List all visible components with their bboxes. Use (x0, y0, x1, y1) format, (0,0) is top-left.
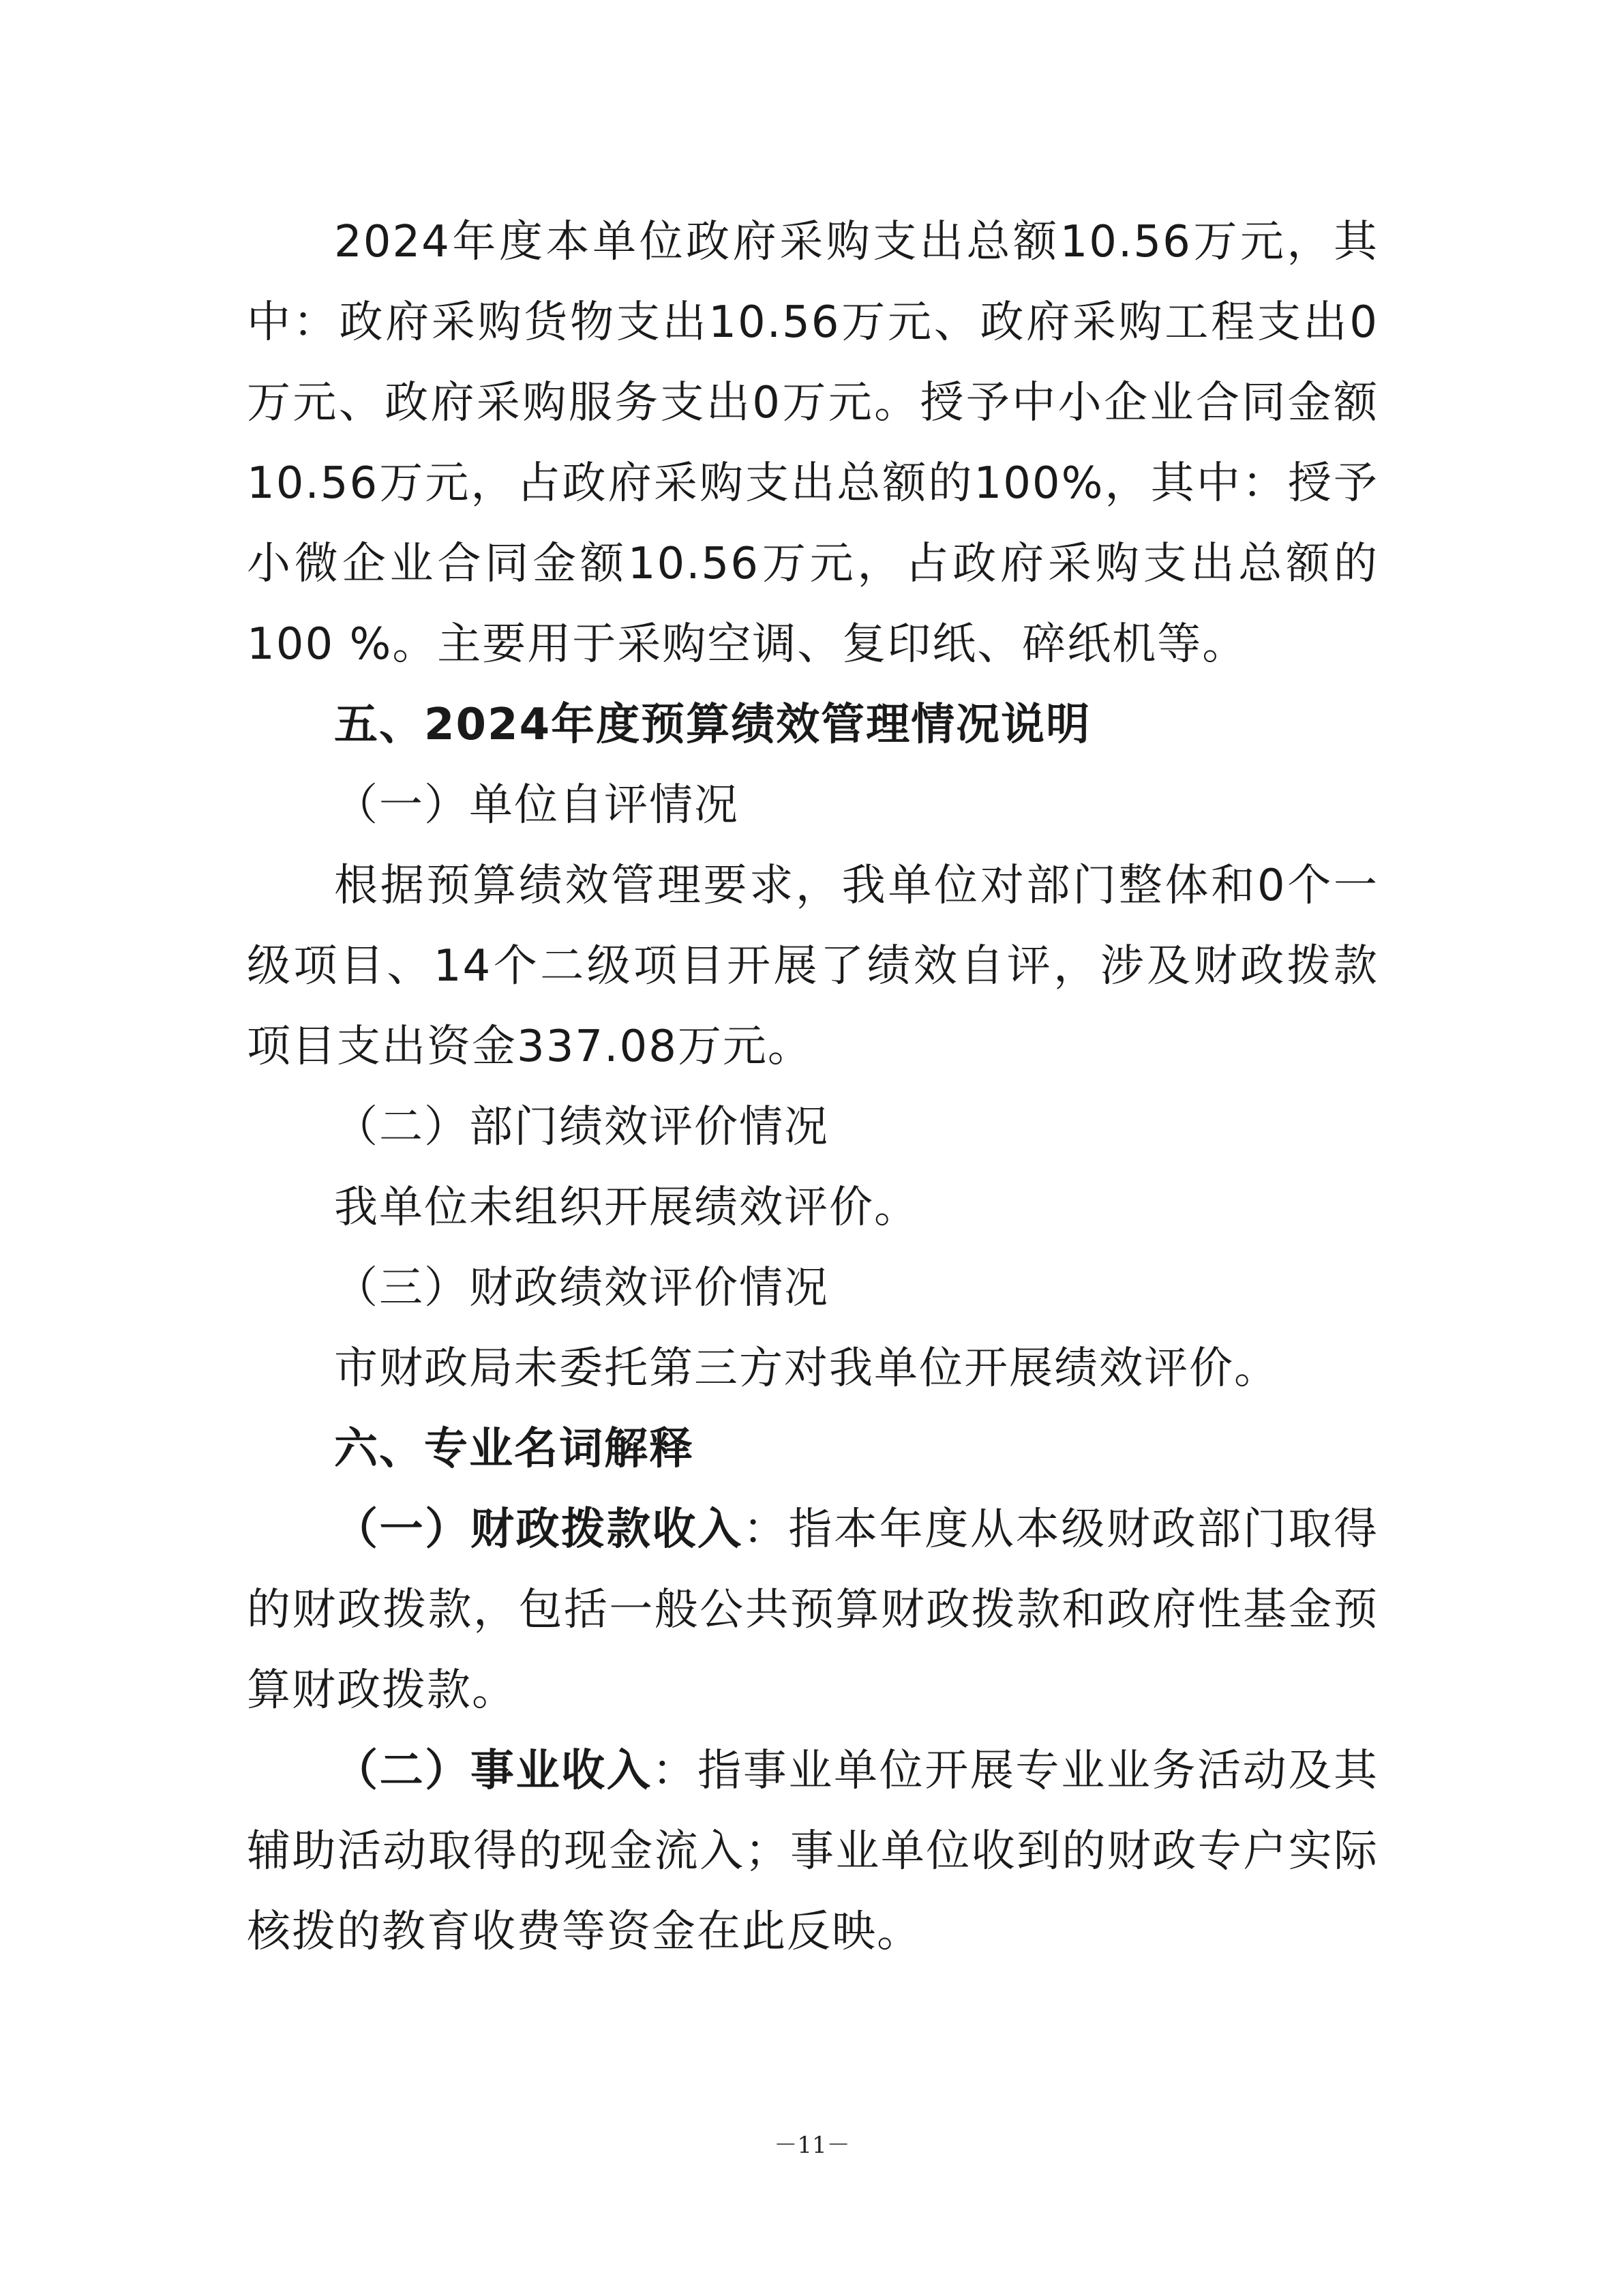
term-business-income-title: （二）事业收入 (334, 1746, 652, 1796)
term-fiscal-appropriation (247, 1489, 1379, 1731)
procurement-paragraph: 2024年度本单位政府采购支出总额10.56万元，其中：政府采购货物支出10.56万元、政府采购工程支出0万元、政府采购服务支出0万元。授予中小企业合同金额10.56万元，占政府采购支出总额的100%，其中：授予小微企业合同金额10.56万元，占政府采购支出总额的100 %。主要用于采购空调、复印纸、碎纸机等。 (247, 217, 1379, 670)
section-5-heading: 五、2024年度预算绩效管理情况说明 (334, 700, 1092, 750)
term-business-income (247, 1731, 1379, 1972)
section-6-heading: 六、专业名词解释 (334, 1424, 694, 1474)
page-number: －11－ (774, 2132, 850, 2159)
term-business-income-definition: ：指事业单位开展专业业务活动及其辅助活动取得的现金流入；事业单位收到的财政专户实际核拨的教育收费等资金在此反映。 (247, 1746, 1379, 1957)
section-5-2-paragraph: 我单位未组织开展绩效评价。 (334, 1182, 919, 1233)
section-5-2-heading: （二）部门绩效评价情况 (334, 1102, 829, 1152)
section-5-1-heading: （一）单位自评情况 (334, 780, 739, 831)
section-5-3-paragraph: 市财政局未委托第三方对我单位开展绩效评价。 (334, 1343, 1279, 1394)
section-5-1-paragraph: 根据预算绩效管理要求，我单位对部门整体和0个一级项目、14个二级项目开展了绩效自评，涉及财政拨款项目支出资金337.08万元。 (247, 861, 1379, 1072)
term-fiscal-appropriation-title: （一）财政拨款收入 (334, 1504, 743, 1555)
term-fiscal-appropriation-definition: ：指本年度从本级财政部门取得的财政拨款，包括一般公共预算财政拨款和政府性基金预算财政拨款。 (247, 1504, 1379, 1716)
document-body (247, 202, 1379, 1972)
section-5-3-heading: （三）财政绩效评价情况 (334, 1263, 829, 1313)
